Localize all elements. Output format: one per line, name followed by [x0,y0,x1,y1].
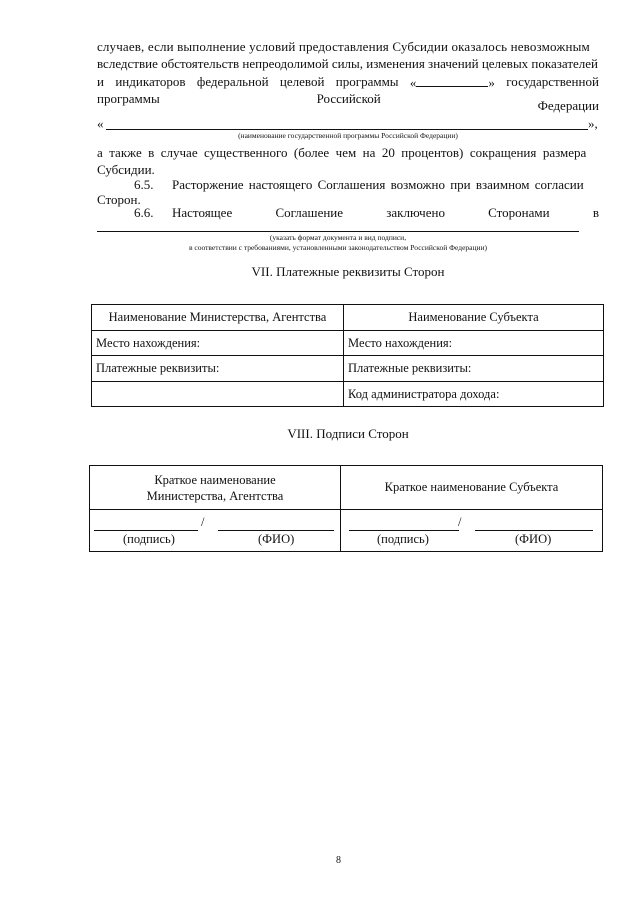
signature-line [94,516,198,531]
signatures-table [89,465,603,552]
ministry-location: Место нахождения: [92,331,344,356]
slash: / [201,515,205,529]
ministry-signature-lines [90,510,340,550]
format-caption-1: (указать формат документа и вид подписи, [269,233,407,242]
clause-6-5-continuation: Сторон. [97,192,141,207]
paragraph-line-2-text: вследствие обстоятельств непреодолимой силы, изменения значений целевых показателей [97,56,599,71]
paragraph-line-6 [97,145,599,161]
word: Сторонами [488,205,550,220]
name-label: (ФИО) [258,532,295,546]
subject-admin-code: Код администратора дохода: [344,382,604,407]
quote-open: « [409,75,417,90]
word: программы [335,74,399,89]
format-blank-line [97,231,579,232]
paragraph-line-1 [97,39,599,55]
ministry-signature-cell [90,510,341,552]
ministry-short-name-line2: Министерства, Агентства [146,488,284,503]
word: индикаторов [115,74,186,89]
word: заключено [386,205,445,220]
section-7-title: VII. Платежные реквизиты Сторон [251,264,445,279]
program-blank-line [106,129,588,130]
signature-label: (подпись) [377,532,429,546]
name-label: (ФИО) [515,532,552,546]
signature-line [349,515,462,531]
program-name-blank [410,74,495,91]
payment-details-table [91,304,604,407]
word: в [592,205,599,220]
word: Настоящее [172,205,233,220]
clause-6-5-number: 6.5. [134,177,154,192]
quote-close: » [488,75,495,90]
word: программы [97,91,160,106]
subject-signature-cell [341,510,603,552]
ministry-payment: Платежные реквизиты: [92,356,344,382]
paragraph-line-4 [97,91,599,113]
clause-6-5-text: Расторжение настоящего Соглашения возможно при взаимном согласии [172,177,584,192]
subject-location: Место нахождения: [344,331,604,356]
word: целевой [279,74,325,89]
word: Соглашение [275,205,344,220]
paragraph-line-5-open: « [97,116,104,131]
word: федеральной [196,74,269,89]
subject-payment: Платежные реквизиты: [344,356,604,382]
format-caption-2: в соответствии с требованиями, установленными законодательством Российской Федерации) [188,243,488,252]
col-subject-header: Наименование Субъекта [344,305,604,331]
name-line [475,516,593,531]
program-caption: (наименование государственной программы Российской Федерации) [238,131,458,140]
blank-underline [416,74,488,87]
col-ministry-header: Наименование Министерства, Агентства [92,305,344,331]
paragraph-line-6-text: а также в случае существенного (более чем на 20 процентов) сокращения размера [97,145,587,160]
slash: / [458,515,462,529]
subject-signature-lines [341,510,602,550]
paragraph-line-3 [97,74,599,91]
paragraph-line-5-close: », [588,116,598,131]
signature-label: (подпись) [123,532,175,546]
subject-short-name: Краткое наименование Субъекта [341,466,603,510]
word: Федерации [537,98,599,113]
paragraph-line-1-text: случаев, если выполнение условий предоставления Субсидии оказалось невозможным [97,39,590,54]
clause-6-6-text [172,205,599,221]
ministry-short-name-line1: Краткое наименование [154,472,276,487]
paragraph-line-7: Субсидии. [97,162,155,177]
section-8-title: VIII. Подписи Сторон [287,426,409,441]
ministry-short-name [90,466,341,510]
paragraph-line-2 [97,56,599,72]
word: и [97,74,104,89]
ministry-code [92,382,344,407]
name-line [218,516,334,531]
word: государственной [506,74,599,89]
clause-6-6-number: 6.6. [134,205,154,220]
page-number: 8 [336,855,341,866]
word: Российской [316,91,381,106]
